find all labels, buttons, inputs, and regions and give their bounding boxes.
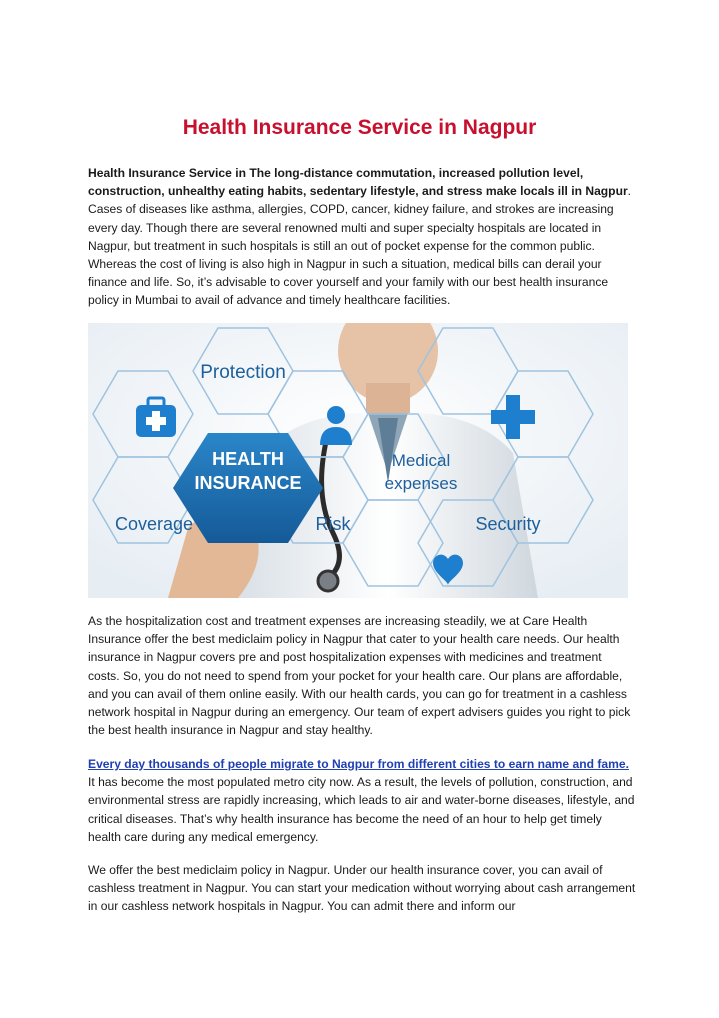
coverage-label: Coverage (114, 514, 194, 534)
health-insurance-image (88, 323, 628, 598)
intro-paragraph (88, 164, 636, 310)
page-title: Health Insurance Service in Nagpur (182, 116, 537, 139)
center-label-health: HEALTH (212, 449, 284, 469)
migration-link[interactable]: Every day thousands of people migrate to Nagpur from different cities to earn name and fame. (88, 757, 629, 771)
medical-label: Medical (391, 451, 451, 470)
protection-label: Protection (200, 362, 286, 383)
hospitalization-paragraph: As the hospitalization cost and treatment expenses are increasing steadily, we at Care Health Insurance offer the best mediclaim policy in Nagpur that cater to your health care needs. Our health insurance in Nagpur covers pre and post hospitalization expenses with medicines and treatment costs. So, you do not need to spend from your pocket for your health care. Our plans are affordable, and you can avail of them online easily. With our health cards, you can go for treatment in a cashless network hospital in Nagpur during an emergency. Our team of expert advisers guides you right to pick the best health insurance in Nagpur and stay healthy. (88, 614, 631, 738)
migration-paragraph (88, 755, 636, 846)
intro-rest-text: . Cases of diseases like asthma, allergies, COPD, cancer, kidney failure, and strokes are increasing every day. Though there are several renowned multi and super specialty hospitals are located in Nagpur, but treatment in such hospitals is still an out of pocket expense for the common public. Whereas the cost of living is also high in Nagpur in such a situation, medical bills can derail your finance and life. So, it’s advisable to cover yourself and your family with our best health insurance policy in Mumbai to avail of advance and timely healthcare facilities. (88, 184, 632, 308)
center-label-insurance: INSURANCE (194, 473, 302, 493)
expenses-label: expenses (384, 474, 458, 493)
intro-bold-text: Health Insurance Service in The long-distance commutation, increased pollution level, construction, unhealthy eating habits, sedentary lifestyle, and stress make locals ill in Nagpur (88, 166, 628, 199)
health-insurance-illustration (88, 323, 628, 598)
risk-label: Risk (315, 514, 351, 534)
migration-rest-text: It has become the most populated metro city now. As a result, the levels of pollution, construction, and environmental stress are rapidly increasing, which leads to air and water-borne diseases, lifestyle, and critical diseases. That’s why health insurance has become the need of an hour to help get timely health care during any medical emergency. (88, 775, 635, 844)
security-label: Security (475, 514, 541, 534)
mediclaim-paragraph: We offer the best mediclaim policy in Nagpur. Under our health insurance cover, you can avail of cashless treatment in Nagpur. You can start your medication without worrying about cash arrangement in our cashless network hospitals in Nagpur. You can admit there and inform our (88, 863, 636, 914)
